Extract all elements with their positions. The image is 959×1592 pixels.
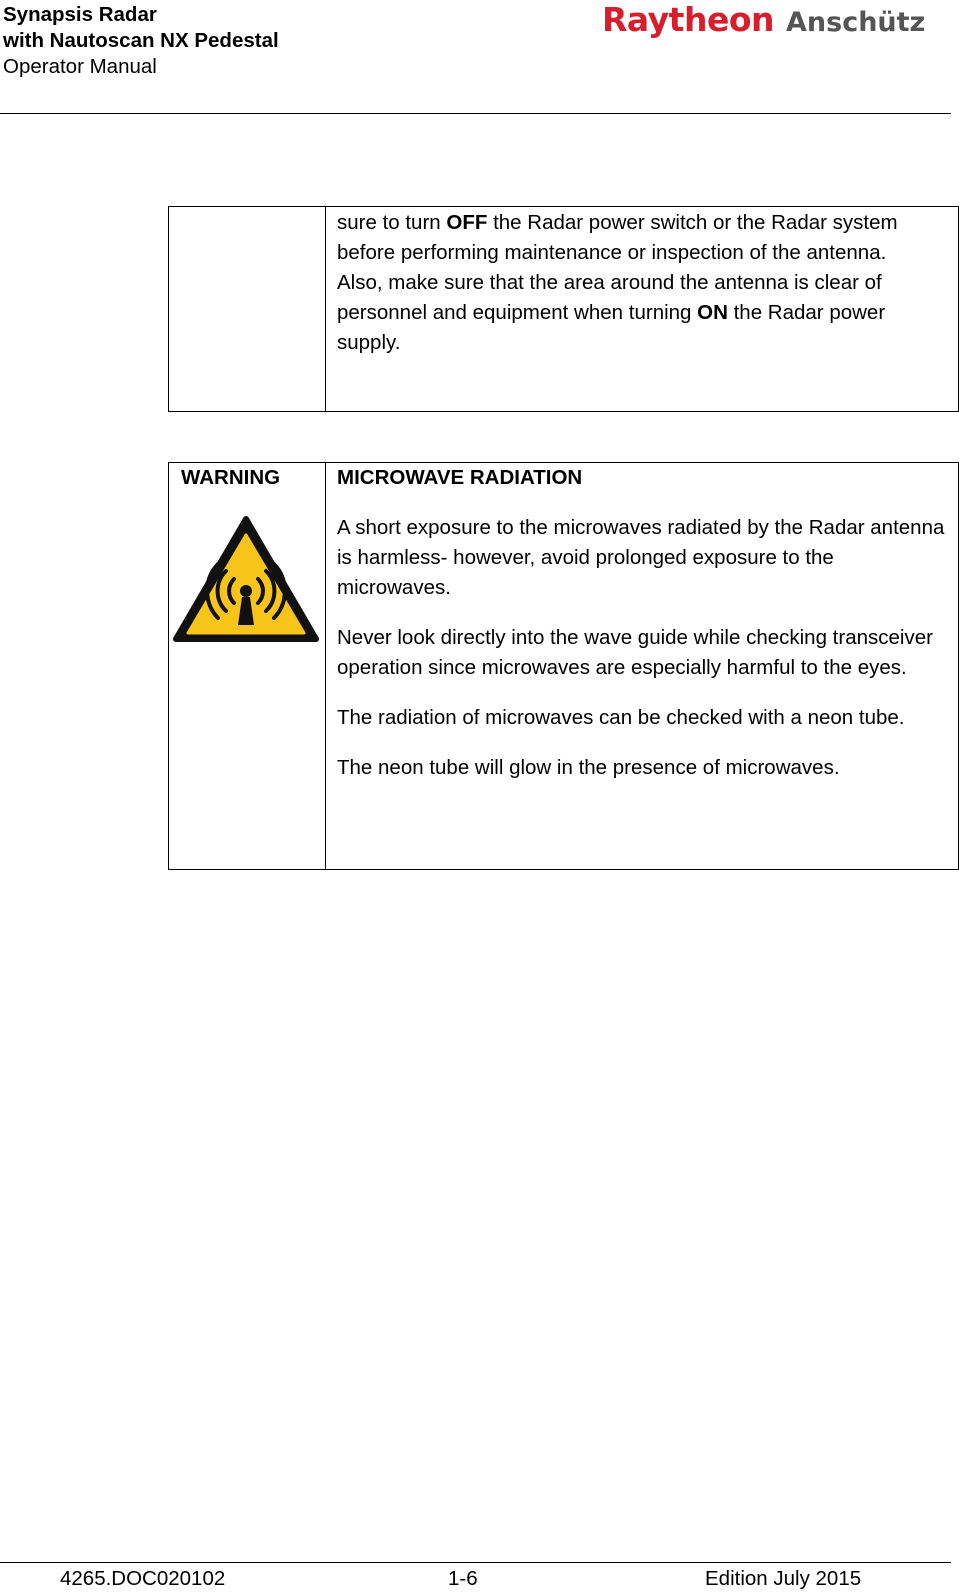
header-manual-type: Operator Manual — [3, 55, 157, 78]
warning-text-cell — [326, 463, 959, 870]
footer-doc-number: 4265.DOC020102 — [60, 1567, 226, 1590]
off-keyword: OFF — [446, 211, 488, 234]
warning-paragraph: A short exposure to the microwaves radiated by the Radar antenna is harmless- however, avoid prolonged exposure to the microwaves. — [337, 516, 945, 599]
warning-paragraph: The neon tube will glow in the presence of microwaves. — [337, 756, 840, 779]
warning-box-microwave — [168, 462, 959, 870]
warning-title: MICROWAVE RADIATION — [337, 466, 583, 489]
header-rule — [0, 113, 951, 114]
notice-box-power — [168, 206, 959, 412]
radiation-warning-icon — [172, 513, 320, 645]
logo-brand: Raytheon — [602, 0, 774, 39]
header-product: Synapsis Radar — [3, 3, 157, 26]
warning-paragraph: The radiation of microwaves can be checked with a neon tube. — [337, 706, 905, 729]
company-logo — [602, 0, 925, 44]
notice-text-cell — [326, 207, 959, 412]
footer-page-number: 1-6 — [448, 1567, 478, 1590]
notice-paragraph-2: Also, make sure that the area around the antenna is clear of personnel and equipment when turning ON the Radar power supply. — [337, 271, 886, 354]
logo-sub: Anschütz — [786, 7, 926, 38]
footer-rule — [0, 1562, 951, 1563]
warning-label-cell — [169, 463, 326, 870]
notice-paragraph-1: sure to turn OFF the Radar power switch or the Radar system before performing maintenance or inspection of the antenna. — [337, 211, 898, 264]
footer-edition: Edition July 2015 — [705, 1567, 862, 1590]
document-header — [3, 2, 279, 80]
warning-label: WARNING — [181, 466, 281, 489]
warning-paragraph: Never look directly into the wave guide while checking transceiver operation since microwaves are especially harmful to the eyes. — [337, 626, 933, 679]
header-pedestal: with Nautoscan NX Pedestal — [3, 29, 279, 52]
notice-label-cell — [169, 207, 326, 412]
on-keyword: ON — [697, 301, 728, 324]
